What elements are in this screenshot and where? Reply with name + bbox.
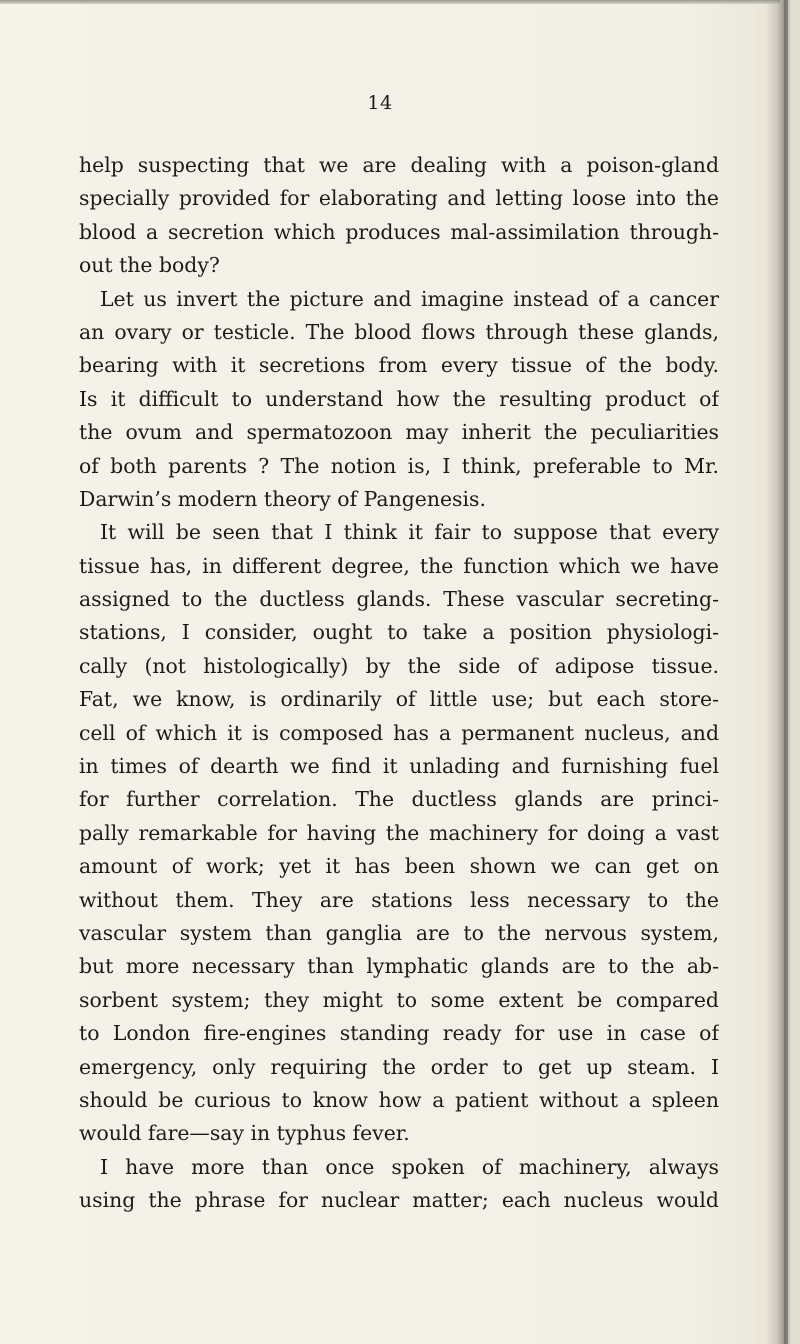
text-line: cally (not histologically) by the side of adipose tissue. (79, 653, 719, 678)
text-line: Darwin’s modern theory of Pangenesis. (79, 486, 486, 511)
text-line: specially provided for elaborating and letting loose into the (79, 186, 719, 211)
text-line: It will be seen that I think it fair to suppose that every (100, 520, 719, 545)
text-line: assigned to the ductless glands. These vascular secreting- (79, 587, 719, 612)
text-line: vascular system than ganglia are to the nervous system, (79, 920, 719, 945)
body-text (79, 149, 719, 1218)
text-line: Fat, we know, is ordinarily of little use; but each store- (79, 687, 719, 712)
text-line: for further correlation. The ductless glands are princi- (79, 787, 719, 812)
text-line: without them. They are stations less necessary to the (79, 887, 719, 912)
text-line: I have more than once spoken of machinery, always (100, 1154, 719, 1179)
text-line: in times of dearth we find it unlading and furnishing fuel (79, 754, 719, 779)
text-line: Let us invert the picture and imagine instead of a cancer (100, 286, 719, 311)
text-line: out the body? (79, 253, 220, 278)
text-line: help suspecting that we are dealing with a poison-gland (79, 153, 719, 177)
text-line: would fare—say in typhus fever. (79, 1121, 410, 1146)
text-line: sorbent system; they might to some extent be compared (79, 987, 719, 1012)
text-line: stations, I consider, ought to take a position physiologi- (79, 620, 719, 645)
page-right-edge-shadow (766, 0, 792, 1344)
text-line: cell of which it is composed has a permanent nucleus, and (79, 720, 719, 745)
text-line: emergency, only requiring the order to get up steam. I (79, 1054, 719, 1079)
page-binding-edge (784, 0, 788, 1344)
text-line: blood a secretion which produces mal-assimilation through- (79, 219, 719, 244)
text-line: tissue has, in different degree, the function which we have (79, 553, 719, 578)
text-line: the ovum and spermatozoon may inherit the peculiarities (79, 420, 719, 445)
text-line: bearing with it secretions from every tissue of the body. (79, 353, 719, 378)
text-line: of both parents ? The notion is, I think, preferable to Mr. (79, 453, 719, 478)
text-line: should be curious to know how a patient without a spleen (79, 1087, 719, 1112)
text-line: using the phrase for nuclear matter; each nucleus would (79, 1188, 719, 1213)
text-line: pally remarkable for having the machinery for doing a vast (79, 820, 719, 845)
text-line: Is it difficult to understand how the resulting product of (79, 386, 719, 411)
text-line: an ovary or testicle. The blood flows through these glands, (79, 319, 719, 344)
text-line: amount of work; yet it has been shown we can get on (79, 854, 719, 879)
text-line: to London fire-engines standing ready for use in case of (79, 1021, 719, 1046)
page-number: 14 (367, 92, 393, 114)
top-edge-rule (0, 0, 780, 4)
text-line: but more necessary than lymphatic glands are to the ab- (79, 954, 719, 979)
